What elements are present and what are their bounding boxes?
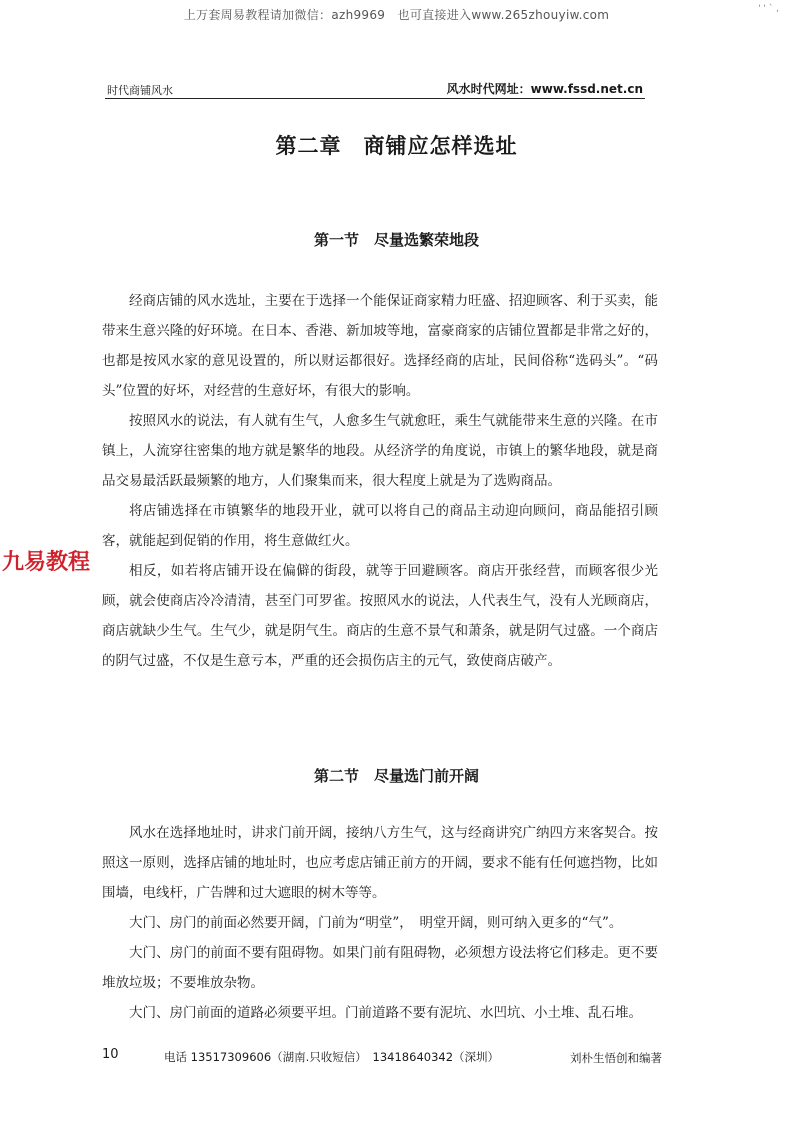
corner-mark: ' ' ` , [758, 4, 779, 14]
paragraph: 大门、房门的前面必然要开阔，门前为“明堂”， 明堂开阔，则可纳入更多的“气”。 [129, 915, 623, 931]
running-header [105, 80, 645, 99]
side-watermark: 九易教程 [2, 550, 91, 575]
section-2-title: 第二节 尽量选门前开阔 [313, 767, 479, 785]
page-number: 10 [102, 1047, 119, 1062]
header-website: 风水时代网址：www.fssd.net.cn [446, 82, 643, 96]
paragraph: 按照风水的说法，有人就有生气，人愈多生气就愈旺，乘生气就能带来生意的兴隆。在市镇上，人流穿往密集的地方就是繁华的地段。从经济学的角度说，市镇上的繁华地段，就是商品交易最活跃最频繁的地方，人们聚集而来，很大程度上就是为了选购商品。 [102, 413, 658, 489]
page-footer [102, 1047, 662, 1067]
header-book-title: 时代商铺风水 [107, 84, 173, 97]
section-1-title: 第一节 尽量选繁荣地段 [313, 231, 479, 249]
top-watermark: 上万套周易教程请加微信：azh9969 也可直接进入www.265zhouyiw.com [183, 8, 610, 22]
paragraph: 经商店铺的风水选址，主要在于选择一个能保证商家精力旺盛、招迎顾客、利于买卖，能带来生意兴隆的好环境。在日本、香港、新加坡等地，富豪商家的店铺位置都是非常之好的，也都是按风水家的意见设置的，所以财运都很好。选择经商的店址，民间俗称“选码头”。“码头”位置的好坏，对经营的生意好坏，有很大的影响。 [102, 293, 658, 399]
paragraph: 大门、房门的前面不要有阻碍物。如果门前有阻碍物，必须想方设法将它们移走。更不要堆放垃圾；不要堆放杂物。 [102, 945, 658, 991]
paragraph: 大门、房门前面的道路必须要平坦。门前道路不要有泥坑、水凹坑、小土堆、乱石堆。 [129, 1005, 642, 1021]
author-credit: 刘朴生悟创和编著 [570, 1051, 662, 1065]
section-2-body [102, 818, 658, 1028]
section-1-body [102, 286, 658, 676]
paragraph: 相反，如若将店铺开设在偏僻的街段，就等于回避顾客。商店开张经营，而顾客很少光顾，就会使商店冷冷清清，甚至门可罗雀。按照风水的说法，人代表生气，没有人光顾商店，商店就缺少生气。生气少，就是阴气生。商店的生意不景气和萧条，就是阴气过盛。一个商店的阴气过盛，不仅是生意亏本，严重的还会损伤店主的元气，致使商店破产。 [102, 563, 658, 669]
paragraph: 风水在选择地址时，讲求门前开阔，接纳八方生气，这与经商讲究广纳四方来客契合。按照这一原则，选择店铺的地址时，也应考虑店铺正前方的开阔，要求不能有任何遮挡物，比如围墙，电线杆，广告牌和过大遮眼的树木等等。 [102, 825, 658, 901]
paragraph: 将店铺选择在市镇繁华的地段开业，就可以将自己的商品主动迎向顾问，商品能招引顾客，就能起到促销的作用，将生意做红火。 [102, 503, 658, 549]
contact-info: 电话 13517309606（湖南.只收短信） 13418640342（深圳） [164, 1050, 500, 1064]
chapter-title: 第二章 商铺应怎样选址 [275, 134, 518, 158]
